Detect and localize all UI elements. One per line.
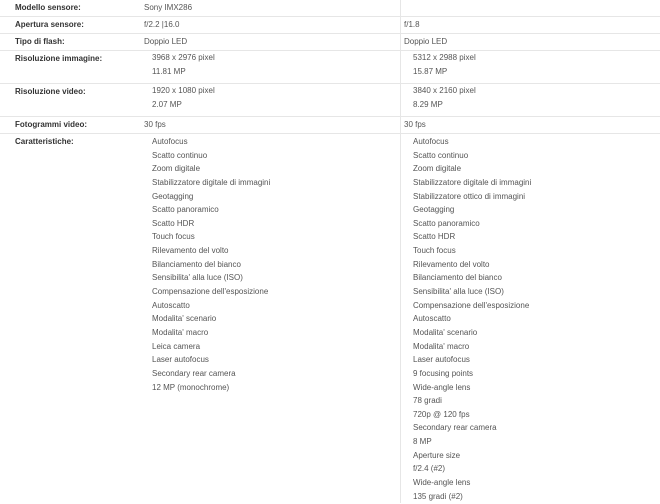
feature-item: Rilevamento del volto	[413, 259, 490, 269]
spec-row-flash	[0, 34, 660, 51]
spec-row-video-resolution	[0, 84, 660, 117]
spec-value-phone1: f/2.2 |16.0	[141, 17, 401, 33]
resolution-pixels: 1920 x 1080 pixel	[152, 86, 215, 95]
feature-item: Compensazione dell'esposizione	[413, 300, 530, 310]
feature-item: Sensibilita' alla luce (ISO)	[413, 287, 504, 297]
resolution-megapixels: 2.07 MP	[152, 100, 182, 109]
feature-item: Compensazione dell'esposizione	[152, 287, 269, 297]
feature-item: Stabilizzatore digitale di immagini	[152, 177, 271, 187]
feature-item: Geotagging	[152, 191, 194, 201]
spec-row-aperture	[0, 17, 660, 34]
feature-item: Zoom digitale	[413, 164, 462, 174]
spec-value-phone1: Sony IMX286	[141, 0, 401, 16]
feature-list-phone2	[401, 134, 660, 503]
spec-row-image-resolution	[0, 51, 660, 84]
spec-value-phone1: 30 fps	[141, 117, 401, 133]
spec-value-phone2: Doppio LED	[404, 37, 448, 46]
spec-value-phone2: f/1.8	[404, 20, 420, 29]
spec-value-phone2: 30 fps	[404, 120, 426, 129]
feature-item: Modalita' macro	[152, 327, 209, 337]
feature-item: Secondary rear camera	[152, 368, 236, 378]
spec-row-sensor-model	[0, 0, 660, 17]
spec-label: Apertura sensore:	[15, 20, 84, 29]
feature-item: 12 MP (monochrome)	[152, 382, 230, 392]
resolution-megapixels: 8.29 MP	[413, 100, 443, 109]
feature-item: Modalita' scenario	[152, 314, 217, 324]
feature-item: Aperture size	[413, 450, 461, 460]
resolution-pixels: 5312 x 2988 pixel	[413, 53, 476, 62]
resolution-megapixels: 15.87 MP	[413, 67, 448, 76]
spec-value-phone1	[141, 51, 401, 83]
feature-item: Autoscatto	[413, 314, 451, 324]
feature-item: Scatto HDR	[413, 232, 456, 242]
feature-item: Leica camera	[152, 341, 201, 351]
feature-item: Modalita' macro	[413, 341, 470, 351]
spec-row-features	[0, 134, 660, 503]
feature-item: Secondary rear camera	[413, 423, 497, 433]
feature-item: Wide-angle lens	[413, 478, 471, 488]
feature-item: Rilevamento del volto	[152, 246, 229, 256]
feature-item: 135 gradi (#2)	[413, 491, 463, 501]
feature-item: Scatto continuo	[152, 150, 208, 160]
feature-item: 78 gradi	[413, 396, 442, 406]
feature-item: 9 focusing points	[413, 368, 474, 378]
feature-item: Bilanciamento del bianco	[413, 273, 502, 283]
spec-label: Fotogrammi video:	[15, 120, 88, 129]
resolution-megapixels: 11.81 MP	[152, 67, 186, 76]
spec-label: Tipo di flash:	[15, 37, 65, 46]
feature-item: Scatto HDR	[152, 218, 195, 228]
feature-item: 720p @ 120 fps	[413, 409, 470, 419]
feature-item: Laser autofocus	[413, 355, 470, 365]
feature-item: Modalita' scenario	[413, 327, 478, 337]
feature-item: Stabilizzatore digitale di immagini	[413, 177, 532, 187]
spec-label: Risoluzione video:	[15, 87, 86, 96]
spec-label: Modello sensore:	[15, 3, 81, 12]
spec-value-phone1: Doppio LED	[141, 34, 401, 50]
spec-value-phone2	[401, 84, 660, 116]
feature-item: Geotagging	[413, 205, 455, 215]
feature-item: f/2.4 (#2)	[413, 464, 446, 474]
feature-item: Scatto continuo	[413, 150, 469, 160]
feature-item: Stabilizzatore ottico di immagini	[413, 191, 526, 201]
spec-value-phone2	[401, 0, 660, 16]
feature-item: Touch focus	[152, 232, 195, 242]
feature-item: Sensibilita' alla luce (ISO)	[152, 273, 243, 283]
spec-row-video-fps	[0, 117, 660, 134]
feature-item: Zoom digitale	[152, 164, 201, 174]
feature-item: Bilanciamento del bianco	[152, 259, 241, 269]
feature-item: Autofocus	[413, 137, 449, 146]
resolution-pixels: 3840 x 2160 pixel	[413, 86, 476, 95]
feature-list-phone1	[141, 134, 401, 503]
spec-label: Risoluzione immagine:	[15, 54, 103, 63]
feature-item: Touch focus	[413, 246, 456, 256]
resolution-pixels: 3968 x 2976 pixel	[152, 53, 215, 62]
spec-value-phone2	[401, 51, 660, 83]
spec-value-phone1	[141, 84, 401, 116]
feature-item: Scatto panoramico	[152, 205, 219, 215]
spec-label: Caratteristiche:	[15, 137, 74, 146]
feature-item: Wide-angle lens	[413, 382, 471, 392]
feature-item: Laser autofocus	[152, 355, 209, 365]
feature-item: Autofocus	[152, 137, 188, 146]
feature-item: Scatto panoramico	[413, 218, 480, 228]
feature-item: 8 MP	[413, 437, 432, 447]
feature-item: Autoscatto	[152, 300, 190, 310]
